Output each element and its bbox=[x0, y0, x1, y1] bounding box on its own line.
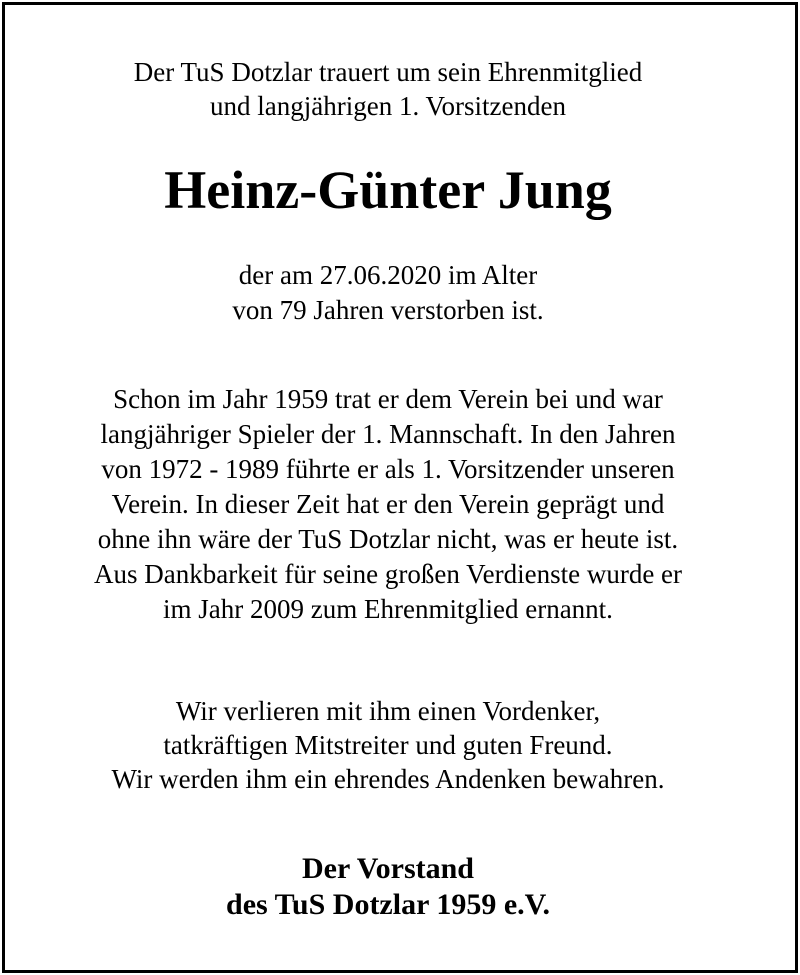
closing-line: Wir werden ihm ein ehrendes Andenken bewahren. bbox=[111, 764, 665, 794]
intro-line: Der TuS Dotzlar trauert um sein Ehrenmitglied bbox=[133, 57, 643, 87]
biography-line: Verein. In dieser Zeit hat er den Verein geprägt und bbox=[111, 489, 665, 519]
signature-line: Der Vorstand bbox=[302, 852, 474, 885]
closing-line: tatkräftigen Mitstreiter und guten Freund. bbox=[163, 730, 613, 760]
closing-text bbox=[0, 694, 783, 796]
signature bbox=[0, 851, 783, 923]
signature-line: des TuS Dotzlar 1959 e.V. bbox=[226, 888, 550, 921]
obituary-notice bbox=[5, 5, 795, 970]
biography-line: langjähriger Spieler der 1. Mannschaft. In den Jahren bbox=[100, 419, 676, 449]
intro-line: und langjährigen 1. Vorsitzenden bbox=[210, 91, 566, 121]
death-info-line: von 79 Jahren verstorben ist. bbox=[232, 295, 544, 325]
biography-line: im Jahr 2009 zum Ehrenmitglied ernannt. bbox=[163, 594, 613, 624]
biography-line: Schon im Jahr 1959 trat er dem Verein bei und war bbox=[113, 384, 663, 414]
biography-line: Aus Dankbarkeit für seine großen Verdienste wurde er bbox=[93, 559, 683, 589]
deceased-name: Heinz-Günter Jung bbox=[164, 160, 612, 220]
intro-text bbox=[0, 55, 783, 123]
biography-line: von 1972 - 1989 führte er als 1. Vorsitzender unseren bbox=[101, 454, 675, 484]
biography-line: ohne ihn wäre der TuS Dotzlar nicht, was er heute ist. bbox=[97, 524, 679, 554]
death-info-line: der am 27.06.2020 im Alter bbox=[238, 260, 538, 290]
biography-text bbox=[0, 382, 783, 627]
death-info bbox=[0, 258, 783, 328]
obituary-border-frame bbox=[2, 2, 798, 973]
closing-line: Wir verlieren mit ihm einen Vordenker, bbox=[175, 696, 601, 726]
